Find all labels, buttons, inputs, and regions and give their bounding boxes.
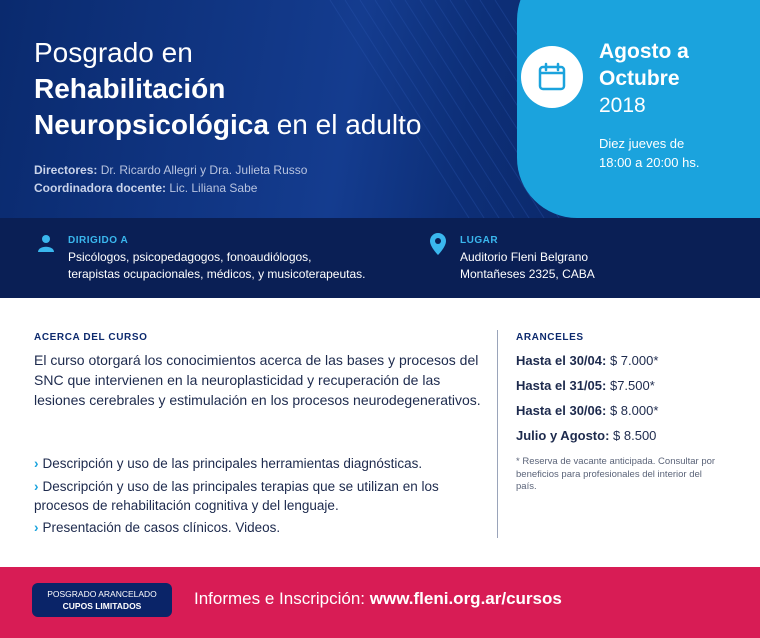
registration-info <box>194 589 562 609</box>
title-rest: en el adulto <box>276 109 422 140</box>
list-item <box>34 477 489 515</box>
badge-line-1: POSGRADO ARANCELADO <box>47 589 157 599</box>
fee-value: $7.500* <box>609 378 655 393</box>
fee-label: Julio y Agosto: <box>516 428 610 443</box>
fee-row <box>516 428 656 443</box>
audience-line-1: Psicólogos, psicopedagogos, fonoaudiólogos, <box>68 250 312 264</box>
title-bold-1: Rehabilitación <box>34 73 226 104</box>
badge-line-2: CUPOS LIMITADOS <box>62 601 142 611</box>
date-year: 2018 <box>599 94 646 117</box>
date-range-start: Agosto a <box>599 40 689 63</box>
about-text: El curso otorgará los conocimientos acerca de las bases y procesos del SNC que intervienen en la neuroplasticidad y recuperación de las lesiones cerebrales y estimulación en los procesos neurodegenerativos. <box>34 352 481 408</box>
bullet-text: Presentación de casos clínicos. Videos. <box>42 520 281 535</box>
info-label: Informes e Inscripción: <box>194 589 366 608</box>
info-url-link[interactable]: www.fleni.org.ar/cursos <box>369 589 562 608</box>
venue-name: Auditorio Fleni Belgrano <box>460 250 589 264</box>
coordinator <box>34 181 257 195</box>
directors <box>34 163 307 177</box>
venue-heading: LUGAR <box>460 235 499 246</box>
schedule <box>599 134 749 172</box>
chevron-right-icon: › <box>34 520 39 535</box>
venue-text <box>460 249 595 283</box>
location-pin-icon <box>430 233 446 255</box>
directors-label: Directores: <box>34 163 98 177</box>
chevron-right-icon: › <box>34 479 39 494</box>
audience-text <box>68 249 366 283</box>
fees-note: * Reserva de vacante anticipada. Consultar por beneficios para profesionales del interior del país. <box>516 456 716 492</box>
fee-row <box>516 403 658 418</box>
list-item <box>34 454 489 473</box>
coordinator-value: Lic. Liliana Sabe <box>169 181 258 195</box>
coordinator-label: Coordinadora docente: <box>34 181 167 195</box>
bullet-text: Descripción y uso de las principales terapias que se utilizan en los procesos de rehabilitación cognitiva y del lenguaje. <box>34 479 439 513</box>
chevron-right-icon: › <box>34 456 39 471</box>
fee-value: $ 8.500 <box>613 428 657 443</box>
person-icon <box>37 234 55 252</box>
schedule-line-1: Diez jueves de <box>599 136 685 151</box>
column-divider <box>497 330 498 538</box>
calendar-badge <box>521 46 583 108</box>
status-badge <box>32 583 172 617</box>
fees-heading: ARANCELES <box>516 332 584 343</box>
venue-address: Montañeses 2325, CABA <box>460 267 595 281</box>
fee-label: Hasta el 31/05: <box>516 378 607 393</box>
directors-value: Dr. Ricardo Allegri y Dra. Julieta Russo <box>100 163 308 177</box>
title-line-1: Posgrado en <box>34 37 193 68</box>
bullet-text: Descripción y uso de las principales herramientas diagnósticas. <box>42 456 423 471</box>
date-range-end: Octubre <box>599 67 680 90</box>
title-bold-2: Neuropsicológica <box>34 109 269 140</box>
fee-label: Hasta el 30/06: <box>516 403 607 418</box>
fee-label: Hasta el 30/04: <box>516 353 607 368</box>
audience-line-2: terapistas ocupacionales, médicos, y musicoterapeutas. <box>68 267 366 281</box>
fee-row <box>516 378 655 393</box>
list-item <box>34 518 489 537</box>
fee-row <box>516 353 658 368</box>
title-line-2 <box>34 72 225 105</box>
calendar-icon <box>537 62 567 92</box>
fee-value: $ 8.000* <box>609 403 659 418</box>
about-heading: ACERCA DEL CURSO <box>34 332 148 343</box>
fee-value: $ 7.000* <box>609 353 659 368</box>
schedule-line-2: 18:00 a 20:00 hs. <box>599 155 700 170</box>
audience-heading: DIRIGIDO A <box>68 235 129 246</box>
title-line-3 <box>34 108 422 141</box>
